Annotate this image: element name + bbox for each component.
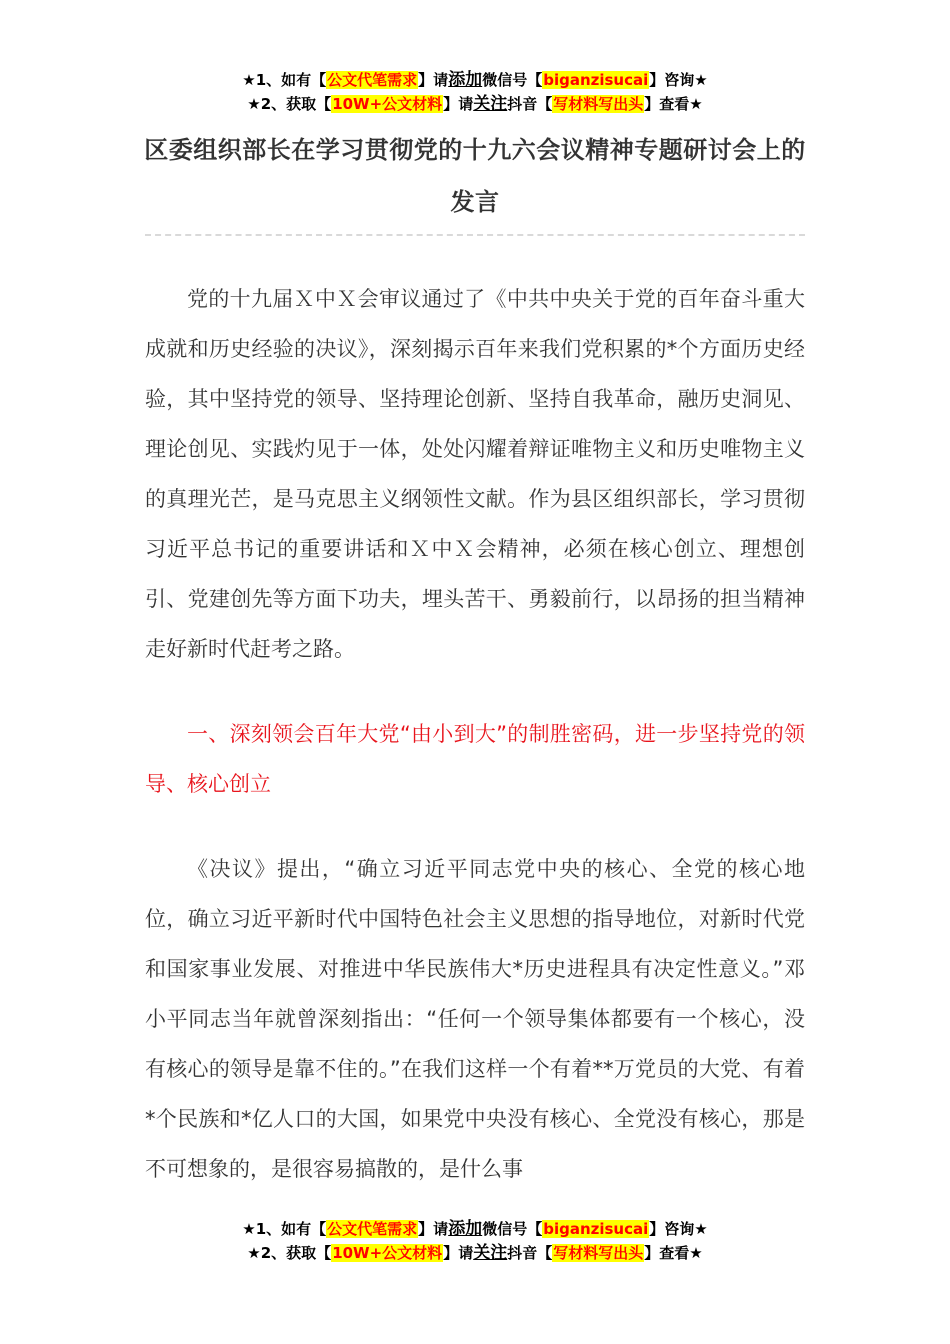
promo-text: ★2、获取【 <box>247 95 332 113</box>
promo-text: 】请 <box>418 1220 449 1238</box>
document-title: 区委组织部长在学习贯彻党的十九六会议精神专题研讨会上的发言 <box>144 136 806 216</box>
promo-text: 】咨询★ <box>649 1220 708 1238</box>
promo-highlight: 公文代笔需求 <box>327 71 418 89</box>
promo-douyin-id: 写材料写出头 <box>553 1244 644 1262</box>
promo-emphasis: 添加 <box>448 70 483 90</box>
promo-text: 微信号【 <box>482 1220 543 1238</box>
section-heading-1: 一、深刻领会百年大党“由小到大”的制胜密码，进一步坚持党的领导、核心创立 <box>145 722 805 796</box>
promo-text: 】请 <box>443 95 474 113</box>
body-paragraph-intro: 党的十九届Ｘ中Ｘ会审议通过了《中共中央关于党的百年奋斗重大成就和历史经验的决议》，深刻揭示百年来我们党积累的*个方面历史经验，其中坚持党的领导、坚持理论创新、坚持自我革命，融历史洞见、理论创见、实践灼见于一体，处处闪耀着辩证唯物主义和历史唯物主义的真理光芒，是马克思主义纲领性文献。作为县区组织部长，学习贯彻习近平总书记的重要讲话和Ｘ中Ｘ会精神，必须在核心创立、理想创引、党建创先等方面下功夫，埋头苦干、勇毅前行，以昂扬的担当精神走好新时代赶考之路。 <box>145 287 805 661</box>
promo-douyin-id: 写材料写出头 <box>553 95 644 113</box>
promo-line-douyin <box>0 92 950 116</box>
promo-highlight: 10W+公文材料 <box>332 1244 443 1262</box>
promo-text: ★2、获取【 <box>247 1244 332 1262</box>
promo-emphasis: 添加 <box>448 1219 483 1239</box>
promo-text: 】查看★ <box>644 95 703 113</box>
promo-line-wechat <box>0 1217 950 1241</box>
promo-banner-bottom <box>0 1217 950 1265</box>
promo-highlight: 10W+公文材料 <box>332 95 443 113</box>
promo-wechat-id: biganzisucai <box>543 71 649 89</box>
promo-line-wechat <box>0 68 950 92</box>
body-paragraph-section1: 《决议》提出，“确立习近平同志党中央的核心、全党的核心地位，确立习近平新时代中国特色社会主义思想的指导地位，对新时代党和国家事业发展、对推进中华民族伟大*历史进程具有决定性意义。”邓小平同志当年就曾深刻指出：“任何一个领导集体都要有一个核心，没有核心的领导是靠不住的。”在我们这样一个有着**万党员的大党、有着*个民族和*亿人口的大国，如果党中央没有核心、全党没有核心，那是不可想象的，是很容易搞散的，是什么事 <box>145 857 805 1181</box>
promo-emphasis: 关注 <box>473 94 508 114</box>
promo-text: 】咨询★ <box>649 71 708 89</box>
promo-text: 微信号【 <box>482 71 543 89</box>
promo-banner-top <box>0 68 950 116</box>
promo-text: 】请 <box>418 71 449 89</box>
promo-text: ★1、如有【 <box>242 71 327 89</box>
promo-wechat-id: biganzisucai <box>543 1220 649 1238</box>
promo-line-douyin <box>0 1241 950 1265</box>
promo-text: ★1、如有【 <box>242 1220 327 1238</box>
promo-text: 抖音【 <box>507 1244 553 1262</box>
promo-text: 抖音【 <box>507 95 553 113</box>
promo-text: 】请 <box>443 1244 474 1262</box>
promo-emphasis: 关注 <box>473 1243 508 1263</box>
promo-highlight: 公文代笔需求 <box>327 1220 418 1238</box>
title-divider <box>145 234 805 236</box>
promo-text: 】查看★ <box>644 1244 703 1262</box>
